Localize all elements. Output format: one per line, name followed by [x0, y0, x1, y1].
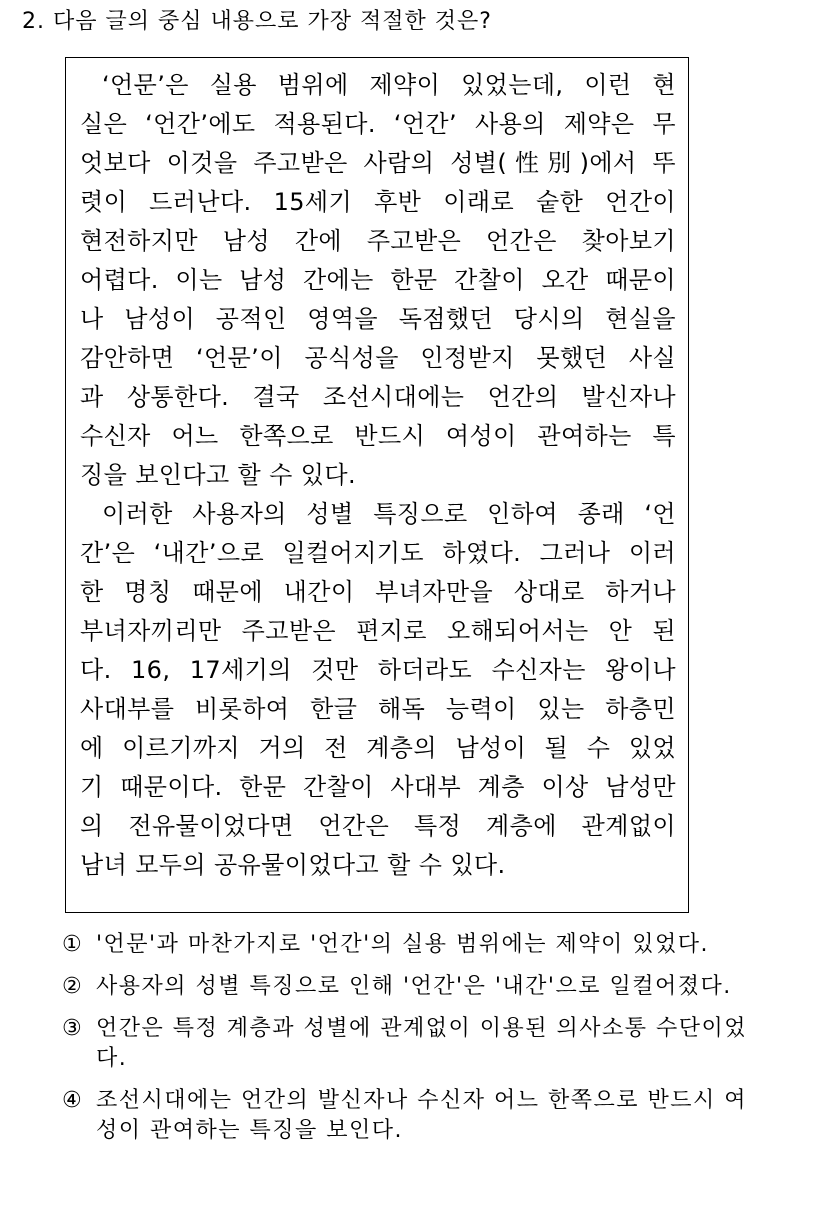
choice-3[interactable] [62, 1014, 762, 1074]
passage-line: 감안하면 ‘언문’이 공식성을 인정받지 못했던 사실 [80, 344, 676, 372]
choice-text: '언문'과 마찬가지로 '언간'의 실용 범위에는 제약이 있었다. [96, 932, 709, 957]
choice-number: ④ [62, 1088, 84, 1113]
passage-line: ‘언문’은 실용 범위에 제약이 있었는데, 이런 현 [102, 71, 676, 99]
choice-number: ① [62, 932, 84, 957]
choice-4[interactable] [62, 1086, 762, 1146]
passage-line: 다. 16, 17세기의 것만 하더라도 수신자는 왕이나 [80, 656, 676, 684]
choice-number: ③ [62, 1016, 84, 1041]
choice-number: ② [62, 974, 84, 999]
passage-line: 수신자 어느 한쪽으로 반드시 여성이 관여하는 특 [80, 422, 676, 450]
passage-line: 엇보다 이것을 주고받은 사람의 성별(性別)에서 뚜 [80, 149, 676, 177]
passage-line: 나 남성이 공적인 영역을 독점했던 당시의 현실을 [80, 305, 676, 333]
passage-line: 실은 ‘언간’에도 적용된다. ‘언간’ 사용의 제약은 무 [80, 110, 676, 138]
passage-line: 부녀자끼리만 주고받은 편지로 오해되어서는 안 된 [80, 617, 676, 645]
passage-line: 한 명칭 때문에 내간이 부녀자만을 상대로 하거나 [80, 578, 676, 606]
choice-text: 사용자의 성별 특징으로 인해 '언간'은 '내간'으로 일컬어졌다. [96, 974, 732, 999]
passage-line: 어렵다. 이는 남성 간에는 한문 간찰이 오간 때문이 [80, 266, 676, 294]
question-title: 2. 다음 글의 중심 내용으로 가장 적절한 것은? [22, 9, 492, 34]
passage-line: 의 전유물이었다면 언간은 특정 계층에 관계없이 [80, 812, 676, 840]
passage-line: 현전하지만 남성 간에 주고받은 언간은 찾아보기 [80, 227, 676, 255]
passage-line: 이러한 사용자의 성별 특징으로 인하여 종래 ‘언 [102, 500, 676, 528]
passage-line: 기 때문이다. 한문 간찰이 사대부 계층 이상 남성만 [80, 773, 676, 801]
passage-line: 징을 보인다고 할 수 있다. [80, 461, 356, 489]
answer-choices [62, 930, 762, 1158]
passage-line: 남녀 모두의 공유물이었다고 할 수 있다. [80, 851, 506, 879]
choice-text: 조선시대에는 언간의 발신자나 수신자 어느 한쪽으로 반드시 여성이 관여하는 특징을 보인다. [96, 1088, 748, 1143]
passage-line: 렷이 드러난다. 15세기 후반 이래로 숱한 언간이 [80, 188, 676, 216]
choice-2[interactable] [62, 972, 762, 1002]
choice-text: 언간은 특정 계층과 성별에 관계없이 이용된 의사소통 수단이었다. [96, 1016, 748, 1071]
passage-box [65, 57, 689, 913]
choice-1[interactable] [62, 930, 762, 960]
passage-line: 사대부를 비롯하여 한글 해독 능력이 있는 하층민 [80, 695, 676, 723]
passage-line: 간’은 ‘내간’으로 일컬어지기도 하였다. 그러나 이러 [80, 539, 676, 567]
passage-line: 과 상통한다. 결국 조선시대에는 언간의 발신자나 [80, 383, 676, 411]
passage-line: 에 이르기까지 거의 전 계층의 남성이 될 수 있었 [80, 734, 676, 762]
